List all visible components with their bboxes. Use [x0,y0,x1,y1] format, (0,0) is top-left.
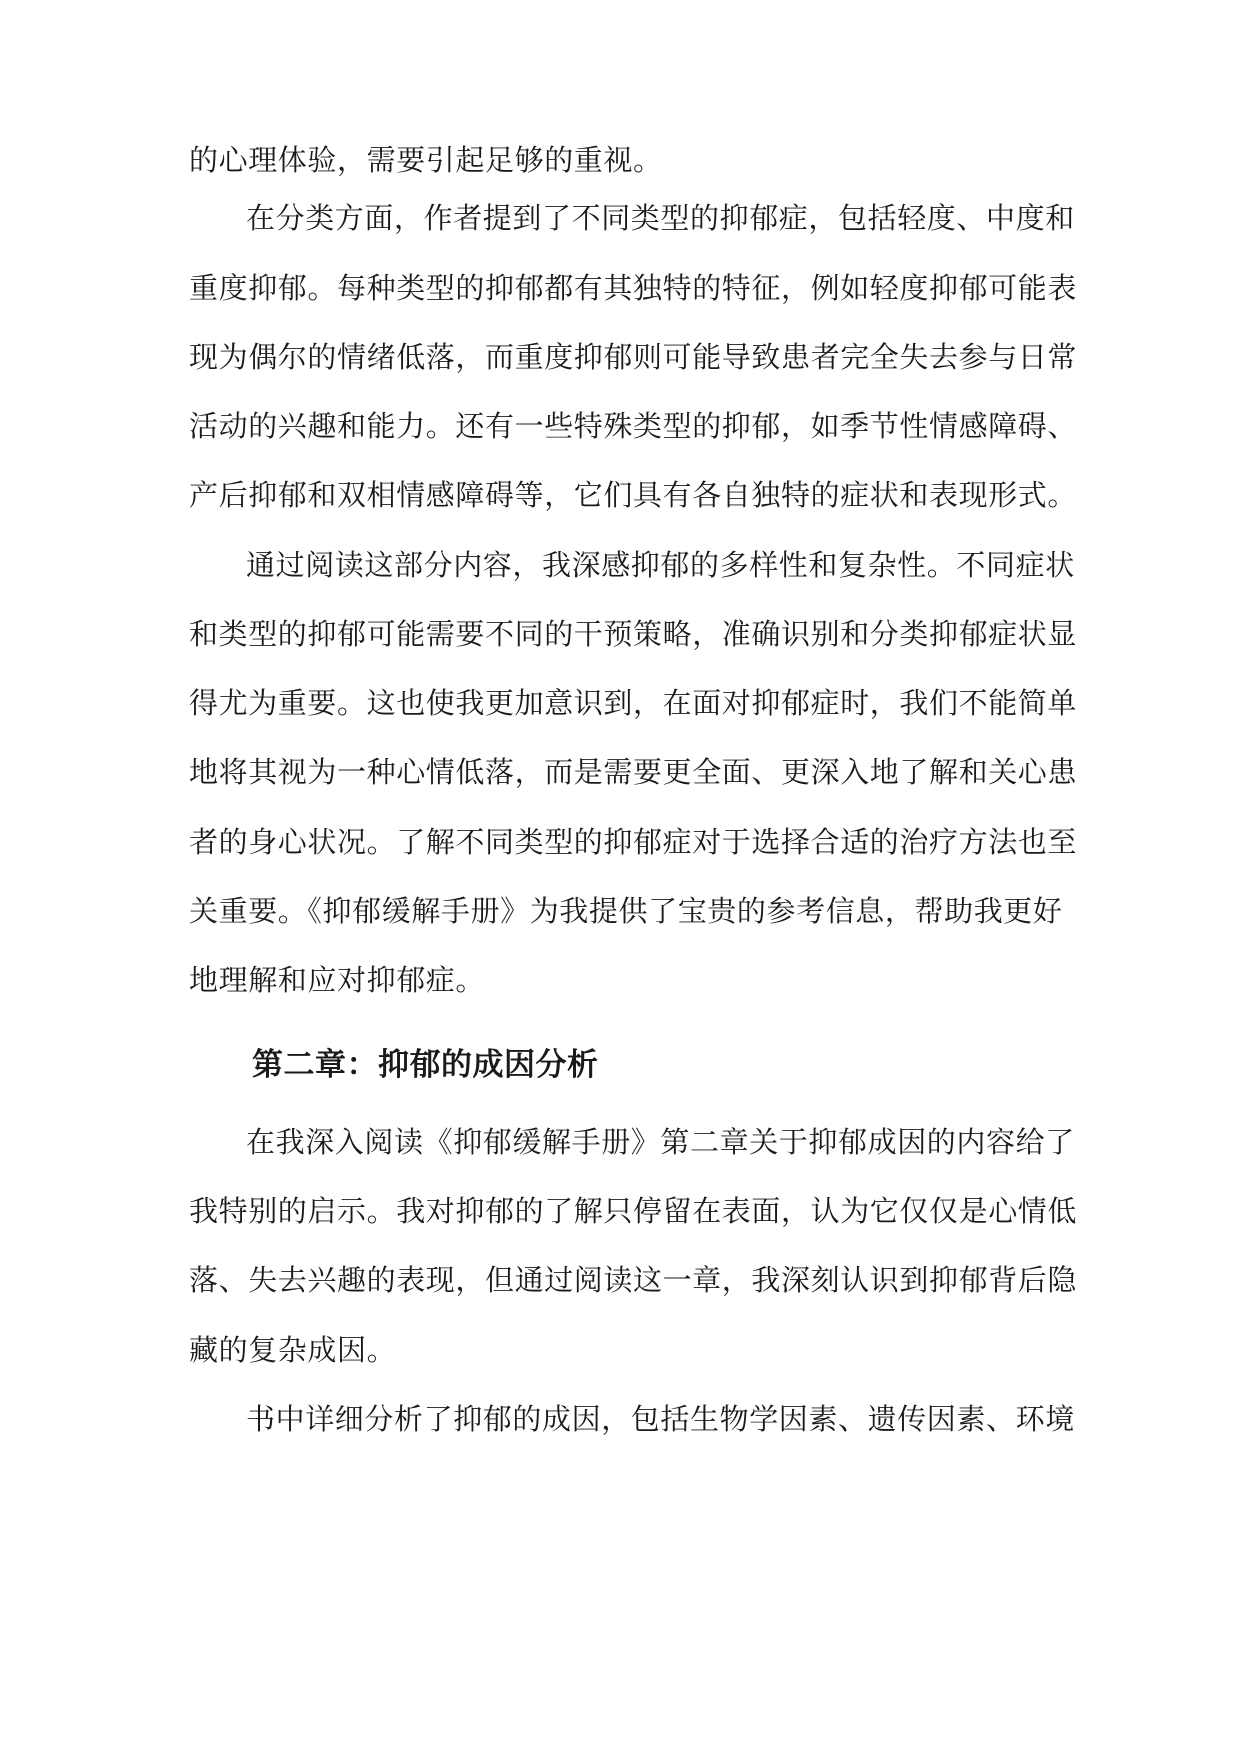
paragraph-line: 和类型的抑郁可能需要不同的干预策略，准确识别和分类抑郁症状显 [189,617,1078,651]
paragraph-line: 者的身心状况。了解不同类型的抑郁症对于选择合适的治疗方法也至 [189,825,1078,859]
paragraph-line: 我特别的启示。我对抑郁的了解只停留在表面，认为它仅仅是心情低 [189,1194,1078,1228]
paragraph-line: 在我深入阅读《抑郁缓解手册》第二章关于抑郁成因的内容给了 [246,1125,1075,1159]
paragraph-line: 地将其视为一种心情低落，而是需要更全面、更深入地了解和关心患 [189,755,1078,789]
paragraph-line: 书中详细分析了抑郁的成因，包括生物学因素、遗传因素、环境 [246,1402,1075,1436]
paragraph-line: 关重要。《抑郁缓解手册》为我提供了宝贵的参考信息，帮助我更好 [189,894,1063,928]
paragraph-line: 重度抑郁。每种类型的抑郁都有其独特的特征，例如轻度抑郁可能表 [189,271,1078,305]
paragraph-line: 落、失去兴趣的表现，但通过阅读这一章，我深刻认识到抑郁背后隐 [189,1263,1078,1297]
paragraph-line: 通过阅读这部分内容，我深感抑郁的多样性和复杂性。不同症状 [246,548,1075,582]
paragraph-line: 现为偶尔的情绪低落，而重度抑郁则可能导致患者完全失去参与日常 [189,340,1078,374]
paragraph-line: 得尤为重要。这也使我更加意识到，在面对抑郁症时，我们不能简单 [189,686,1078,720]
chapter-heading: 第二章：抑郁的成因分析 [252,1047,599,1083]
paragraph-line: 地理解和应对抑郁症。 [189,963,486,997]
paragraph-line: 活动的兴趣和能力。还有一些特殊类型的抑郁，如季节性情感障碍、 [189,409,1078,443]
paragraph-line: 在分类方面，作者提到了不同类型的抑郁症，包括轻度、中度和 [246,201,1075,235]
paragraph-line: 的心理体验，需要引起足够的重视。 [189,143,663,177]
paragraph-line: 藏的复杂成因。 [189,1333,397,1367]
paragraph-line: 产后抑郁和双相情感障碍等，它们具有各自独特的症状和表现形式。 [189,478,1078,512]
